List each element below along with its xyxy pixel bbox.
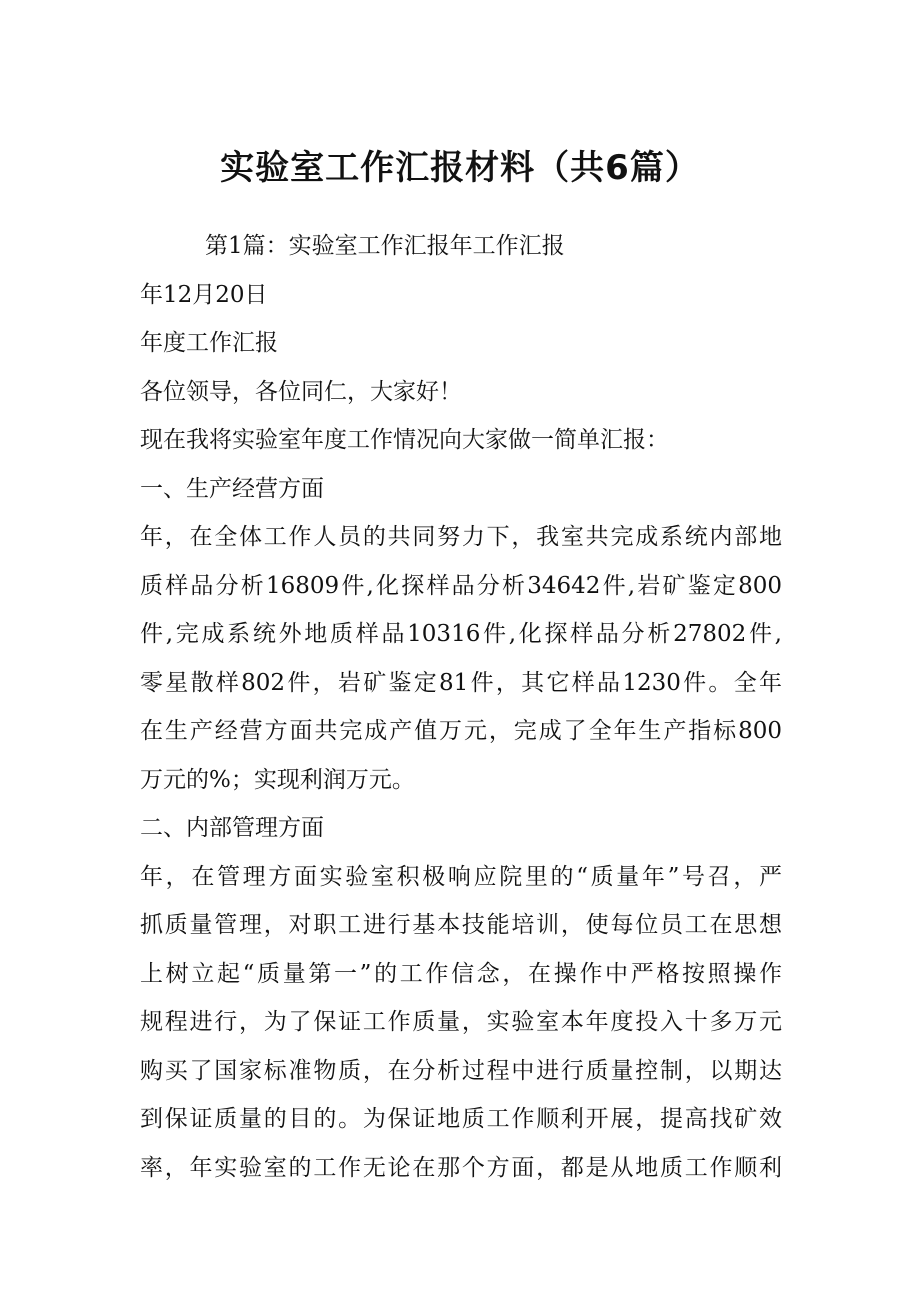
paragraph-line: 上树立起“质量第一”的工作信念，在操作中严格按照操作: [140, 960, 782, 987]
paragraph-line: 年，在全体工作人员的共同努力下，我室共完成系统内部地: [140, 524, 782, 550]
chapter-subtitle: 第1篇：实验室工作汇报年工作汇报: [205, 233, 565, 259]
paragraph-line: 购买了国家标准物质，在分析过程中进行质量控制，以期达: [140, 1057, 782, 1084]
paragraph-line: 规程进行，为了保证工作质量，实验室本年度投入十多万元: [140, 1009, 782, 1035]
section-heading-management: 二、内部管理方面: [140, 815, 324, 841]
paragraph-line: 率，年实验室的工作无论在那个方面，都是从地质工作顺利: [140, 1154, 782, 1181]
report-heading: 年度工作汇报: [140, 330, 278, 356]
greeting-line: 各位领导，各位同仁，大家好！: [140, 378, 462, 405]
paragraph-line: 零星散样802件，岩矿鉴定81件，其它样品1230件。全年: [140, 669, 782, 696]
paragraph-line: 件,完成系统外地质样品10316件,化探样品分析27802件,: [140, 621, 782, 647]
report-date: 年12月20日: [140, 281, 268, 308]
document-body: [140, 222, 782, 1192]
paragraph-line: 质样品分析16809件,化探样品分析34642件,岩矿鉴定800: [140, 572, 782, 599]
paragraph-line: 在生产经营方面共完成产值万元，完成了全年生产指标800: [140, 718, 782, 744]
intro-line: 现在我将实验室年度工作情况向大家做一简单汇报：: [140, 427, 669, 453]
paragraph-line-last: 万元的%；实现利润万元。: [140, 766, 415, 793]
section-heading-production: 一、生产经营方面: [140, 475, 324, 502]
paragraph-line: 抓质量管理，对职工进行基本技能培训，使每位员工在思想: [140, 912, 782, 938]
paragraph-line: 年，在管理方面实验室积极响应院里的“质量年”号召，严: [140, 863, 782, 890]
document-title: 实验室工作汇报材料（共6篇）: [220, 148, 700, 188]
paragraph-line: 到保证质量的目的。为保证地质工作顺利开展，提高找矿效: [140, 1106, 782, 1132]
